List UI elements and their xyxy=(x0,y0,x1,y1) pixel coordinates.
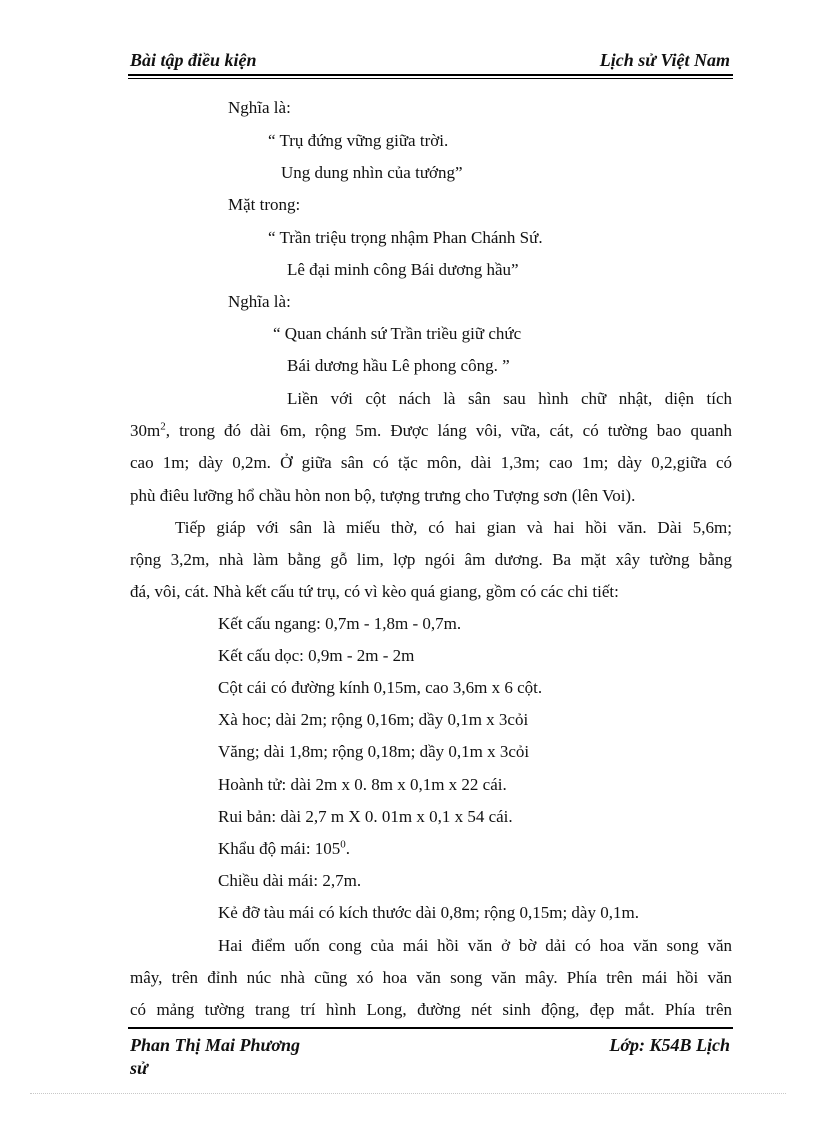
paragraph-line: đá, vôi, cát. Nhà kết cấu tứ trụ, có vì kèo quá giang, gồm có các chi tiết: xyxy=(130,582,619,601)
text-line: “ Trần triệu trọng nhậm Phan Chánh Sứ. xyxy=(268,228,543,247)
paragraph-line: mây, trên đỉnh núc nhà cũng xó hoa văn song văn mây. Phía trên mái hồi văn xyxy=(130,968,732,987)
paragraph-line xyxy=(130,421,732,441)
detail-line: Xà hoc; dài 2m; rộng 0,16m; dầy 0,1m x 3cỏi xyxy=(218,710,529,729)
page-bottom-divider xyxy=(30,1093,786,1094)
text-line: Ung dung nhìn của tướng” xyxy=(281,163,463,182)
header-rule xyxy=(128,74,733,76)
text-line: Bái dương hầu Lê phong công. ” xyxy=(287,356,510,375)
paragraph-line: rộng 3,2m, nhà làm bằng gỗ lim, lợp ngói âm dương. Ba mặt xây tường bằng xyxy=(130,550,732,569)
detail-line: Rui bản: dài 2,7 m X 0. 01m x 0,1 x 54 cái. xyxy=(218,807,513,826)
superscript: 0 xyxy=(340,838,346,851)
detail-line: Kết cấu dọc: 0,9m - 2m - 2m xyxy=(218,646,415,665)
paragraph-line: Liền với cột nách là sân sau hình chữ nhật, diện tích xyxy=(287,389,732,408)
detail-line: Chiều dài mái: 2,7m. xyxy=(218,871,362,890)
detail-line: Cột cái có đường kính 0,15m, cao 3,6m x 6 cột. xyxy=(218,678,543,697)
text-line: Nghĩa là: xyxy=(228,98,291,117)
header-right-title: Lịch sử Việt Nam xyxy=(599,50,730,70)
paragraph-line: phù điêu lưỡng hổ chầu hòn non bộ, tượng trưng cho Tượng sơn (lên Voi). xyxy=(130,486,636,505)
footer-author: Phan Thị Mai Phương xyxy=(130,1035,300,1055)
detail-line: Văng; dài 1,8m; rộng 0,18m; dầy 0,1m x 3cỏi xyxy=(218,742,530,761)
text-line: Lê đại minh công Bái dương hầu” xyxy=(287,260,519,279)
text-fragment: , trong đó dài 6m, rộng 5m. Được láng vôi, vữa, cát, có tường bao quanh xyxy=(165,421,732,440)
header-rule-thin xyxy=(128,78,733,79)
text-fragment: Khẩu độ mái: 105 xyxy=(218,839,341,858)
text-fragment: 30m xyxy=(130,421,161,440)
superscript: 2 xyxy=(160,420,166,433)
text-fragment: . xyxy=(345,839,351,858)
footer-class: Lớp: K54B Lịch xyxy=(609,1035,730,1055)
paragraph-line: có mảng tường trang trí hình Long, đường nét sinh động, đẹp mắt. Phía trên xyxy=(130,1000,732,1019)
paragraph-line: cao 1m; dày 0,2m. Ở giữa sân có tặc môn, dài 1,3m; cao 1m; dày 0,2,giữa có xyxy=(130,453,732,472)
detail-line: Kẻ đỡ tàu mái có kích thước dài 0,8m; rộng 0,15m; dày 0,1m. xyxy=(218,903,639,922)
detail-line: Hoành tử: dài 2m x 0. 8m x 0,1m x 22 cái. xyxy=(218,775,507,794)
paragraph-line: Hai điểm uốn cong của mái hồi văn ở bờ dải có hoa văn song văn xyxy=(218,936,732,955)
footer-author-wrap: sử xyxy=(130,1058,148,1078)
text-line: Mặt trong: xyxy=(228,195,301,214)
detail-line: Kết cấu ngang: 0,7m - 1,8m - 0,7m. xyxy=(218,614,462,633)
text-line: Nghĩa là: xyxy=(228,292,291,311)
paragraph-line: Tiếp giáp với sân là miếu thờ, có hai gian và hai hồi văn. Dài 5,6m; xyxy=(175,518,732,537)
text-line: “ Trụ đứng vững giữa trời. xyxy=(268,131,449,150)
text-line: “ Quan chánh sứ Trần triều giữ chức xyxy=(273,324,522,343)
detail-line xyxy=(218,839,350,859)
footer-rule xyxy=(128,1027,733,1029)
header-left-title: Bài tập điều kiện xyxy=(130,50,257,70)
